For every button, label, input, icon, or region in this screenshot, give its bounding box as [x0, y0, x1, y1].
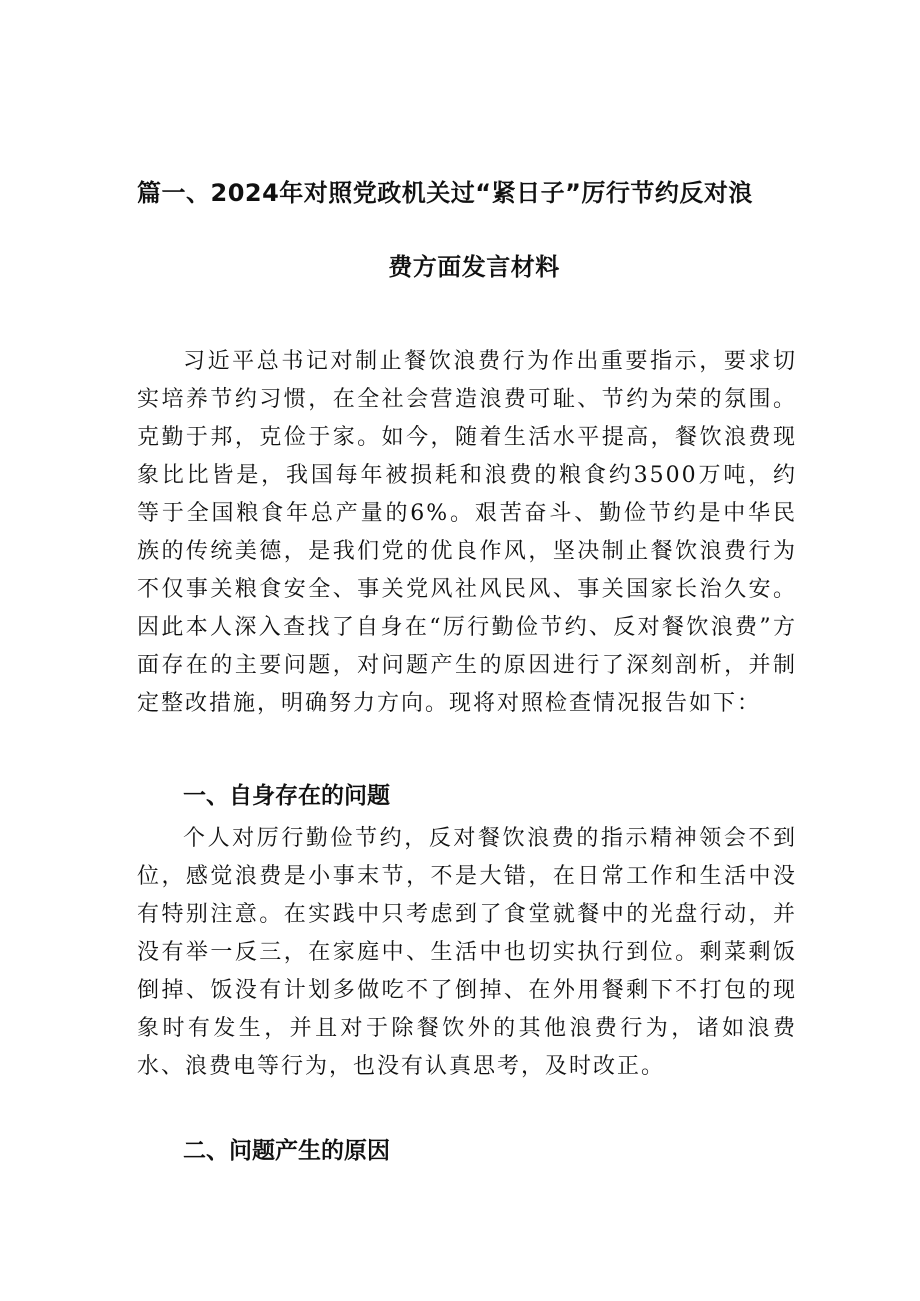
intro-paragraph: 习近平总书记对制止餐饮浪费行为作出重要指示，要求切实培养节约习惯，在全社会营造浪费可耻、节约为荣的氛围。克勤于邦，克俭于家。如今，随着生活水平提高，餐饮浪费现象比比皆是，我国每年被损耗和浪费的粮食约3500万吨，约等于全国粮食年总产量的6%。艰苦奋斗、勤俭节约是中华民族的传统美德，是我们党的优良作风，坚决制止餐饮浪费行为不仅事关粮食安全、事关党风社风民风、事关国家长治久安。因此本人深入查找了自身在“厉行勤俭节约、反对餐饮浪费”方面存在的主要问题，对问题产生的原因进行了深刻剖析，并制定整改措施，明确努力方向。现将对照检查情况报告如下：: [137, 349, 797, 716]
document-title-line-1: 篇一、2024年对照党政机关过“紧日子”厉行节约反对浪: [137, 179, 753, 207]
section-1-heading: 一、自身存在的问题: [183, 783, 390, 809]
document-title-line-2: 费方面发言材料: [388, 253, 560, 281]
section-2-heading: 二、问题产生的原因: [183, 1138, 390, 1164]
section-1-paragraph: 个人对厉行勤俭节约，反对餐饮浪费的指示精神领会不到位，感觉浪费是小事末节，不是大错，在日常工作和生活中没有特别注意。在实践中只考虑到了食堂就餐中的光盘行动，并没有举一反三，在家庭中、生活中也切实执行到位。剩菜剩饭倒掉、饭没有计划多做吃不了倒掉、在外用餐剩下不打包的现象时有发生，并且对于除餐饮外的其他浪费行为，诸如浪费水、浪费电等行为，也没有认真思考，及时改正。: [137, 826, 797, 1079]
